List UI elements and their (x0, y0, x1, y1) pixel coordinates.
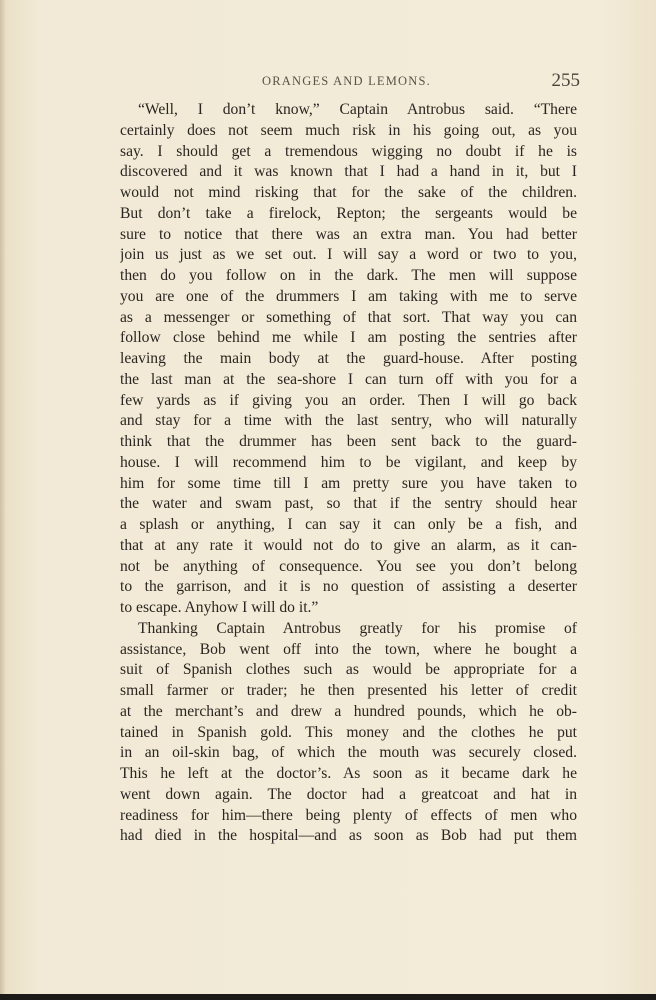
text-line: leaving the main body at the guard-house. After posting (120, 350, 577, 367)
text-line: the last man at the sea-shore I can turn off with you for a (120, 370, 577, 388)
page-gutter-shadow (0, 0, 6, 994)
text-line: tained in Spanish gold. This money and the clothes he put (120, 723, 577, 741)
text-line: would not mind risking that for the sake of the children. (120, 184, 577, 201)
text-line: had died in the hospital—and as soon as Bob had put them (120, 827, 577, 845)
text-line: as a messenger or something of that sort. That way you can (120, 308, 577, 326)
scan-bottom-edge (0, 994, 656, 1000)
text-line: a splash or anything, I can say it can only be a fish, and (120, 516, 577, 533)
text-line: to the garrison, and it is no question of assisting a deserter (120, 578, 577, 596)
text-line: not be anything of consequence. You see you don’t belong (120, 557, 577, 575)
text-line: to escape. Anyhow I will do it.” (120, 599, 319, 616)
text-line: few yards as if giving you an order. Then I will go back (120, 391, 577, 409)
running-head: ORANGES AND LEMONS. (262, 74, 431, 88)
text-line: think that the drummer has been sent back to the guard- (120, 433, 577, 450)
text-line: suit of Spanish clothes such as would be appropriate for a (120, 661, 577, 679)
text-line: sure to notice that there was an extra man. You had better (120, 225, 577, 243)
text-line: at the merchant’s and drew a hundred pounds, which he ob- (120, 702, 577, 720)
text-line: then do you follow on in the dark. The men will suppose (120, 267, 577, 284)
text-line: the water and swam past, so that if the sentry should hear (120, 495, 577, 513)
text-line: say. I should get a tremendous wigging no doubt if he is (120, 142, 577, 160)
text-line: small farmer or trader; he then presented his letter of credit (120, 682, 577, 699)
text-line: readiness for him—there being plenty of effects of men who (120, 806, 577, 824)
text-line: that at any rate it would not do to give an alarm, as it can- (120, 536, 577, 554)
text-line: you are one of the drummers I am taking with me to serve (120, 287, 577, 305)
text-line: house. I will recommend him to be vigilant, and keep by (120, 453, 577, 471)
text-line: certainly does not seem much risk in his going out, as you (120, 121, 577, 139)
text-line: This he left at the doctor’s. As soon as it became dark he (120, 765, 577, 782)
text-line: in an oil-skin bag, of which the mouth was securely closed. (120, 744, 577, 762)
text-line: join us just as we set out. I will say a word or two to you, (120, 246, 577, 264)
page-header (120, 70, 580, 94)
text-line: and stay for a time with the last sentry, who will naturally (120, 412, 577, 430)
text-line: him for some time till I am pretty sure you have taken to (120, 474, 577, 492)
page-number: 255 (551, 70, 580, 91)
text-line: Thanking Captain Antrobus greatly for his promise of (138, 619, 577, 637)
text-line: But don’t take a firelock, Repton; the sergeants would be (120, 204, 577, 222)
text-line: assistance, Bob went off into the town, where he bought a (120, 640, 577, 658)
text-line: discovered and it was known that I had a hand in it, but I (120, 163, 577, 181)
text-line: went down again. The doctor had a greatcoat and hat in (120, 785, 577, 803)
text-line: “Well, I don’t know,” Captain Antrobus said. “There (138, 101, 577, 118)
text-line: follow close behind me while I am posting the sentries after (120, 329, 577, 347)
body-text (120, 100, 577, 847)
